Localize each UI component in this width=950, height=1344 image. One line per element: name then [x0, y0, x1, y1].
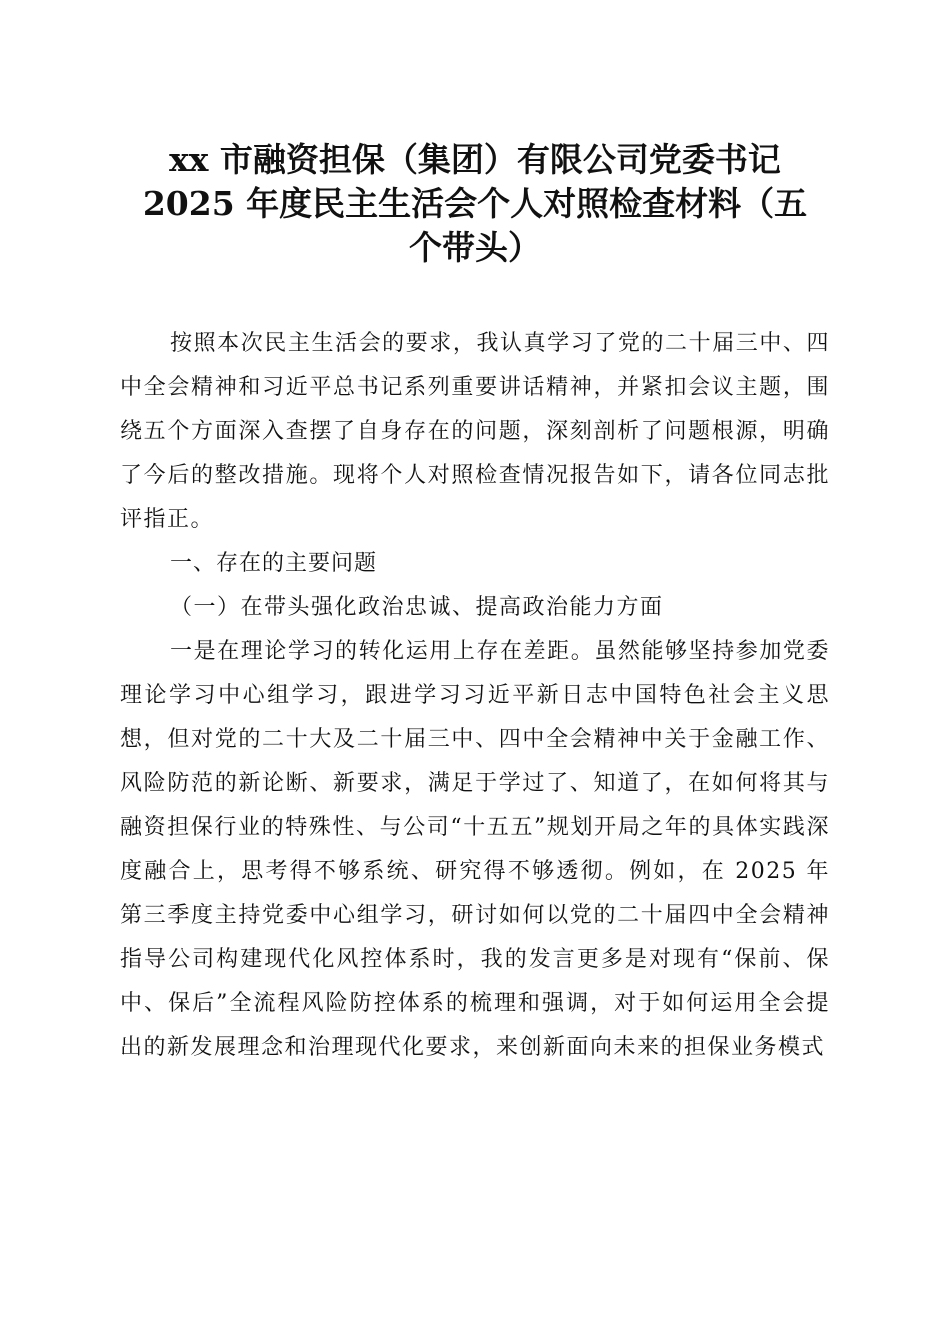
point-paragraph [120, 630, 830, 1070]
title-line-1: xx 市融资担保（集团）有限公司党委书记 [169, 140, 781, 179]
title-line-3: 个带头） [409, 228, 541, 267]
subsection-heading: （一）在带头强化政治忠诚、提高政治能力方面 [170, 595, 664, 620]
document-body [120, 322, 830, 1070]
intro-paragraph: 按照本次民主生活会的要求，我认真学习了党的二十届三中、四中全会精神和习近平总书记系列重要讲话精神，并紧扣会议主题，围绕五个方面深入查摆了自身存在的问题，深刻剖析了问题根源，明确了今后的整改措施。现将个人对照检查情况报告如下，请各位同志批评指正。 [120, 331, 830, 532]
document-title [118, 138, 832, 270]
point-lead: 一是在理论学习的转化运用上存在差距。 [170, 639, 595, 664]
point-body: 虽然能够坚持参加党委理论学习中心组学习，跟进学习习近平新日志中国特色社会主义思想，但对党的二十大及二十届三中、四中全会精神中关于金融工作、风险防范的新论断、新要求，满足于学过了、知道了，在如何将其与融资担保行业的特殊性、与公司“十五五”规划开局之年的具体实践深度融合上，思考得不够系统、研究得不够透彻。例如，在 2025 年第三季度主持党委中心组学习，研讨如何以党的二十届四中全会精神指导公司构建现代化风控体系时，我的发言更多是对现有“保前、保中、保后”全流程风险防控体系的梳理和强调，对于如何运用全会提出的新发展理念和治理现代化要求，来创新面向未来的担保业务模式 [120, 639, 830, 1060]
title-line-2: 2025 年度民主生活会个人对照检查材料（五 [142, 184, 808, 223]
section-heading: 一、存在的主要问题 [170, 551, 378, 576]
